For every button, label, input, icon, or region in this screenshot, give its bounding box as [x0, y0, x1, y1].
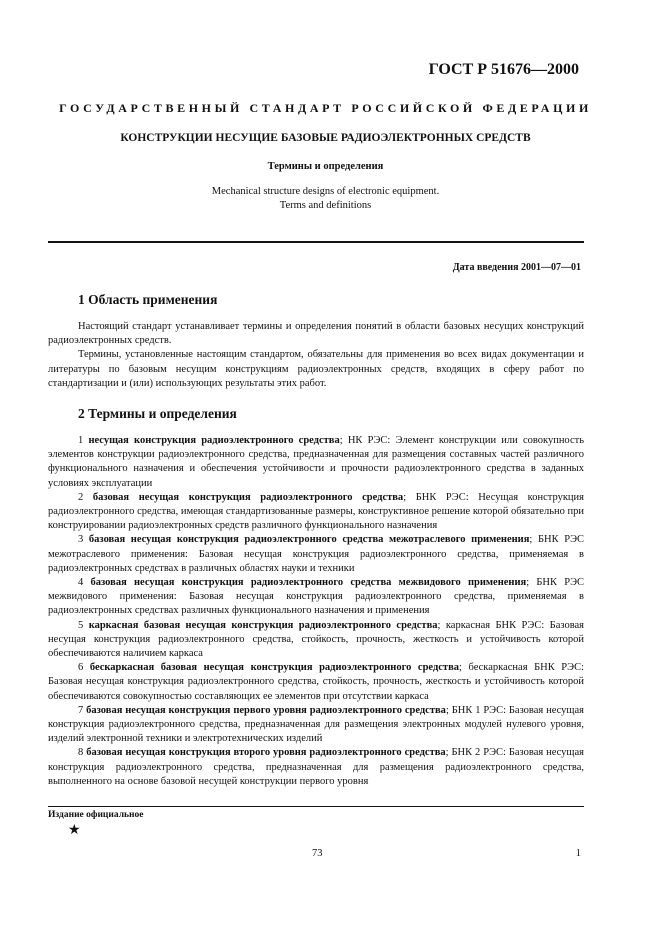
section1-body [48, 320, 584, 391]
term-entry: 4 базовая несущая конструкция радиоэлектронного средства межвидового применения; БНК РЭС межвидового применения: Базовая несущая конструкция радиоэлектронного средства, применяемая в радиоэлектронных средствах различных функционального назначения и применения [48, 577, 585, 617]
state-standard-heading: ГОСУДАРСТВЕННЫЙ СТАНДАРТ РОССИЙСКОЙ ФЕДЕРАЦИИ [59, 101, 592, 115]
english-title-line1: Mechanical structure designs of electronic equipment. [211, 186, 440, 197]
page-number-right: 1 [575, 848, 581, 859]
term-entry: 6 бескаркасная базовая несущая конструкция радиоэлектронного средства; бескаркасная БНК РЭС: Базовая несущая конструкция радиоэлектронного средства, стойкость, прочность, жесткость и устойчивость которой обеспечиваются совокупностью составляющих ее элементов при отсутствии каркаса [48, 662, 585, 702]
term-entry: 7 базовая несущая конструкция первого уровня радиоэлектронного средства; БНК 1 РЭС: Базовая несущая конструкция радиоэлектронного средства, предназначенная для размещения электронных модулей нулевого уровня, изделий электронной техники и электротехнических изделий [48, 704, 585, 745]
term-name: каркасная базовая несущая конструкция радиоэлектронного средства [88, 619, 438, 631]
star-icon: ★ [68, 823, 81, 838]
section2-heading: 2 Термины и определения [78, 406, 237, 421]
standard-number: ГОСТ Р 51676—2000 [428, 61, 579, 78]
document-title: КОНСТРУКЦИИ НЕСУЩИЕ БАЗОВЫЕ РАДИОЭЛЕКТРОННЫХ СРЕДСТВ [120, 132, 531, 144]
document-subtitle: Термины и определения [267, 161, 384, 172]
section1-paragraph: Настоящий стандарт устанавливает термины и определения понятий в области базовых несущих конструкций радиоэлектронных средств. [48, 321, 584, 347]
term-name: несущая конструкция радиоэлектронного средства [88, 435, 340, 446]
page-number-center: 73 [312, 848, 323, 859]
term-entry: 3 базовая несущая конструкция радиоэлектронного средства межотраслевого применения; БНК РЭС межотраслевого применения: Базовая несущая конструкция радиоэлектронного средства, применяемая в радиоэлектронных средствах в различных областях науки и техники [48, 534, 585, 574]
footer-divider [48, 806, 584, 807]
english-title-line2: Terms and definitions [279, 200, 372, 211]
term-entry: 5 каркасная базовая несущая конструкция радиоэлектронного средства; каркасная БНК РЭС: Базовая несущая конструкция радиоэлектронного средства, стойкость, прочность, жесткость и устойчивость которой обеспечиваются наличием каркаса [48, 619, 585, 660]
edition-label: Издание официальное [48, 810, 144, 820]
effective-date: Дата введения 2001—07—01 [452, 262, 581, 273]
section2-body [48, 434, 584, 789]
term-name: бескаркасная базовая несущая конструкция радиоэлектронного средства [89, 662, 460, 674]
term-name: базовая несущая конструкция радиоэлектронного средства межотраслевого применения [88, 534, 530, 546]
term-name: базовая несущая конструкция второго уровня радиоэлектронного средства [86, 747, 446, 759]
term-name: базовая несущая конструкция радиоэлектронного средства межвидового применения [90, 577, 527, 589]
term-entry: 8 базовая несущая конструкция второго уровня радиоэлектронного средства; БНК 2 РЭС: Базовая несущая конструкция радиоэлектронного средства, предназначенная для размещения радиоэлектронного средства, выполненного на основе базовой несущей конструкции первого уровня [48, 747, 584, 787]
term-name: базовая несущая конструкция первого уровня радиоэлектронного средства [86, 704, 446, 716]
term-entry: 1 несущая конструкция радиоэлектронного средства; НК РЭС: Элемент конструкции или совокупность элементов конструкции радиоэлектронного средства, предназначенная для размещения составных частей различного функционального назначения и обеспечения устойчивости и прочности радиоэлектронного средства в заданных условиях эксплуатации [48, 435, 584, 489]
header-divider [48, 241, 584, 243]
term-entry: 2 базовая несущая конструкция радиоэлектронного средства; БНК РЭС: Несущая конструкция радиоэлектронного средства, имеющая стандартизованные размеры, конструктивное решение которой обязательно при конструировании радиоэлектронных средств различного функционального назначения [48, 491, 585, 532]
section1-heading: 1 Область применения [78, 292, 218, 307]
section1-paragraph: Термины, установленные настоящим стандартом, обязательны для применения во всех видах документации и литературы по базовым несущим конструкциям радиоэлектронных средств, входящих в сферу работ по стандартизации и (или) использующих результаты этих работ. [48, 349, 584, 389]
term-name: базовая несущая конструкция радиоэлектронного средства [92, 491, 404, 503]
